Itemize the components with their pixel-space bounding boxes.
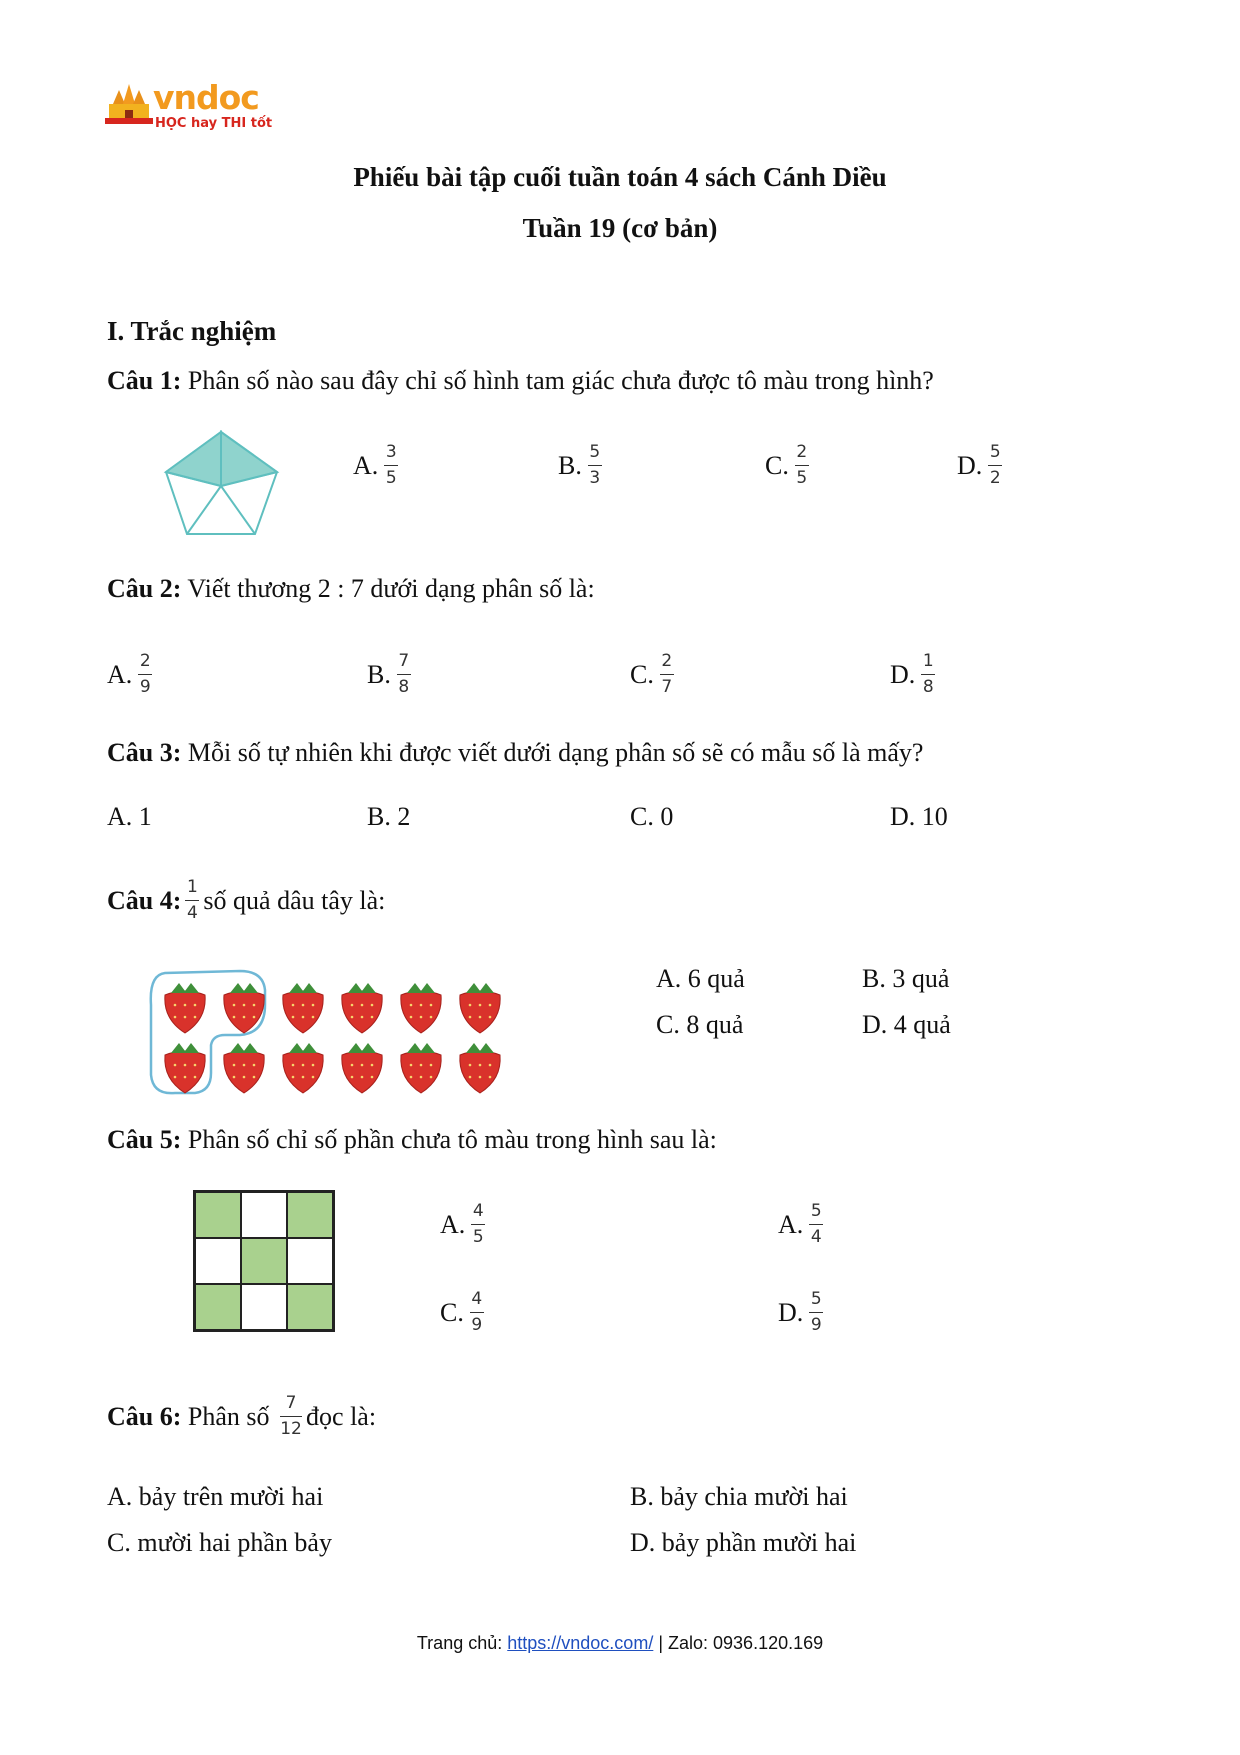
q5-option-c[interactable]: C. $\frac{4}{9}$ [440, 1289, 483, 1335]
q1-option-d[interactable]: D. $\frac{5}{2}$ [957, 442, 1001, 488]
question-label: Câu 6: [107, 1401, 182, 1431]
q4-option-b[interactable]: B. 3 quả [862, 964, 950, 993]
fraction: $\frac{4}{9}$ [471, 1289, 483, 1335]
fraction: $\frac{5}{3}$ [589, 442, 601, 488]
grid-cell-shaded [195, 1192, 241, 1238]
q1-option-a[interactable]: A. $\frac{3}{5}$ [353, 442, 397, 488]
fraction: $\frac{4}{5}$ [472, 1201, 484, 1247]
q4-option-d[interactable]: D. 4 quả [862, 1010, 951, 1039]
question-text-before: Phân số [181, 1401, 277, 1431]
logo-word: vndoc [153, 78, 259, 117]
q5-option-b[interactable]: A. $\frac{5}{4}$ [778, 1201, 822, 1247]
strawberry-icon [283, 983, 323, 1033]
fraction: $\frac{5}{4}$ [810, 1201, 822, 1247]
fraction: $\frac{5}{2}$ [989, 442, 1001, 488]
question-text: Mỗi số tự nhiên khi được viết dưới dạng phân số sẽ có mẫu số là mấy? [181, 738, 924, 767]
grid-cell-shaded [241, 1238, 287, 1284]
question-5 [107, 1125, 717, 1155]
fraction: $\frac{7}{8}$ [398, 651, 410, 697]
page-title: Phiếu bài tập cuối tuần toán 4 sách Cánh Diều [353, 162, 887, 192]
q2-option-c[interactable]: C. $\frac{2}{7}$ [630, 651, 673, 697]
footer [0, 1633, 1240, 1654]
strawberry-icon [224, 1043, 264, 1093]
strawberry-icon [342, 1043, 382, 1093]
question-4 [107, 878, 385, 923]
question-label: Câu 1: [107, 366, 182, 395]
fraction: $\frac{5}{9}$ [810, 1289, 822, 1335]
q6-option-a[interactable]: A. bảy trên mười hai [107, 1482, 324, 1511]
q6-option-c[interactable]: C. mười hai phần bảy [107, 1528, 332, 1557]
q5-option-d[interactable]: D. $\frac{5}{9}$ [778, 1289, 822, 1335]
grid-cell-blank [195, 1238, 241, 1284]
question-text: số quả dâu tây là: [203, 885, 386, 915]
fraction: $\frac{1}{4}$ [186, 877, 198, 923]
q4-option-c[interactable]: C. 8 quả [656, 1010, 744, 1039]
q3-option-a[interactable]: A. 1 [107, 802, 152, 831]
vndoc-logo[interactable] [105, 78, 273, 140]
footer-suffix: | Zalo: 0936.120.169 [653, 1633, 824, 1653]
q3-option-b[interactable]: B. 2 [367, 802, 411, 831]
fraction: $\frac{2}{7}$ [661, 651, 673, 697]
q3-option-d[interactable]: D. 10 [890, 802, 948, 831]
q6-option-d[interactable]: D. bảy phần mười hai [630, 1528, 857, 1557]
q2-option-b[interactable]: B. $\frac{7}{8}$ [367, 651, 410, 697]
question-text: Phân số chỉ số phần chưa tô màu trong hình sau là: [181, 1125, 717, 1154]
grid-cell-shaded [287, 1192, 333, 1238]
q6-option-b[interactable]: B. bảy chia mười hai [630, 1482, 848, 1511]
q1-option-c[interactable]: C. $\frac{2}{5}$ [765, 442, 808, 488]
fraction: $\frac{2}{9}$ [139, 651, 151, 697]
logo-slogan: HỌC hay THI tốt [155, 116, 273, 131]
question-6 [107, 1394, 376, 1439]
q5-option-a[interactable]: A. $\frac{4}{5}$ [440, 1201, 484, 1247]
page-subtitle: Tuần 19 (cơ bản) [522, 213, 718, 243]
question-text: Phân số nào sau đây chỉ số hình tam giác chưa được tô màu trong hình? [181, 366, 934, 395]
fraction: $\frac{3}{5}$ [385, 442, 397, 488]
question-label: Câu 4: [107, 885, 182, 915]
strawberry-icon [165, 983, 205, 1033]
strawberry-icon [460, 1043, 500, 1093]
grid-cell-shaded [195, 1284, 241, 1330]
strawberry-icon [283, 1043, 323, 1093]
grid-cell-blank [241, 1284, 287, 1330]
section-heading: I. Trắc nghiệm [107, 316, 277, 346]
question-3 [107, 738, 923, 768]
q2-option-a[interactable]: A. $\frac{2}{9}$ [107, 651, 151, 697]
strawberry-icon [401, 1043, 441, 1093]
strawberry-icon [165, 1043, 205, 1093]
q3-option-c[interactable]: C. 0 [630, 802, 674, 831]
grid-cell-blank [287, 1238, 333, 1284]
question-1 [107, 366, 934, 396]
q4-option-a[interactable]: A. 6 quả [656, 964, 745, 993]
question-label: Câu 5: [107, 1125, 182, 1154]
q1-option-b[interactable]: B. $\frac{5}{3}$ [558, 442, 601, 488]
question-text: đọc là: [306, 1401, 377, 1431]
question-label: Câu 2: [107, 574, 182, 603]
question-label: Câu 3: [107, 738, 182, 767]
fraction: $\frac{7}{12}$ [280, 1393, 302, 1439]
footer-link[interactable]: https://vndoc.com/ [507, 1633, 654, 1653]
strawberry-icon [401, 983, 441, 1033]
footer-prefix: Trang chủ: [416, 1633, 508, 1653]
question-text: Viết thương 2 : 7 dưới dạng phân số là: [181, 574, 595, 603]
strawberry-figure [145, 965, 515, 1100]
strawberry-icon [460, 983, 500, 1033]
checker-grid [193, 1190, 335, 1332]
fraction: $\frac{2}{5}$ [796, 442, 808, 488]
q2-option-d[interactable]: D. $\frac{1}{8}$ [890, 651, 934, 697]
strawberry-icon [342, 983, 382, 1033]
grid-cell-blank [241, 1192, 287, 1238]
grid-cell-shaded [287, 1284, 333, 1330]
castle-icon [105, 82, 153, 126]
fraction: $\frac{1}{8}$ [922, 651, 934, 697]
pentagon-figure [163, 430, 283, 540]
question-2 [107, 574, 595, 604]
